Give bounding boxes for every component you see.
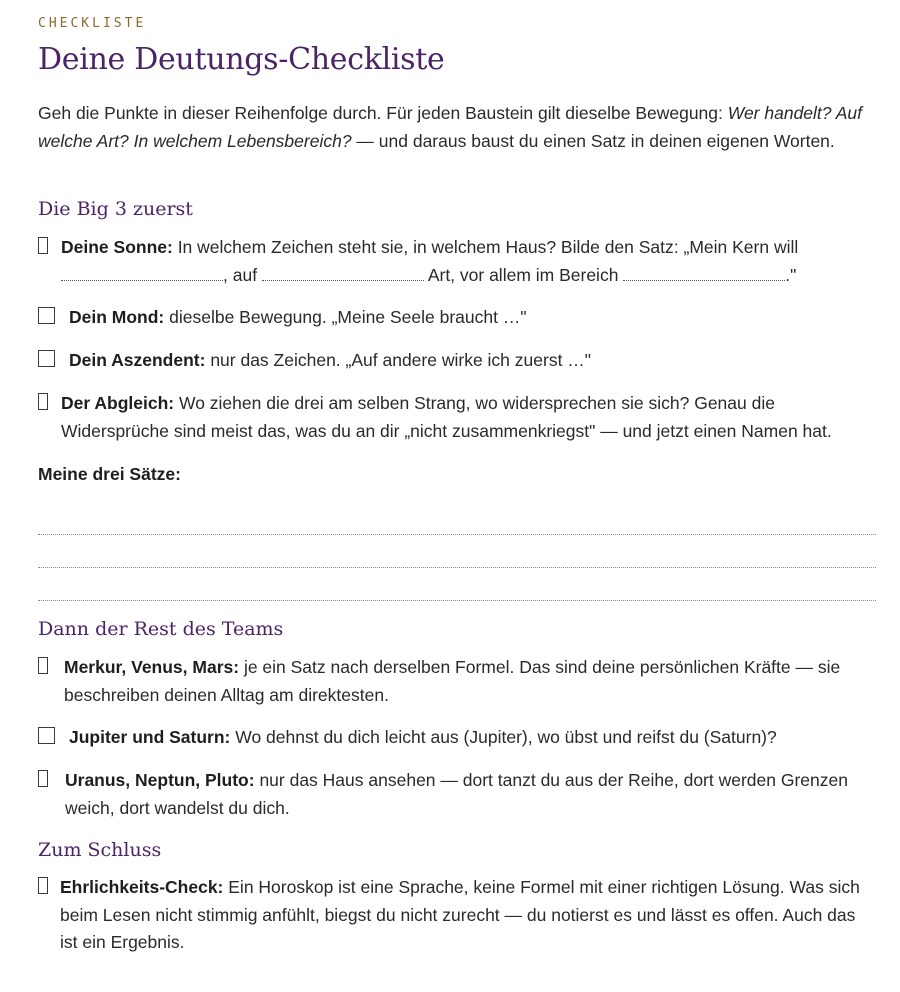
checkbox[interactable] [38, 657, 48, 674]
item-label: Dein Aszendent: [69, 350, 206, 370]
item-text: Ehrlichkeits-Check: Ein Horoskop ist eine Sprache, keine Formel mit einer richtigen Lösung. Was sich beim Lesen nicht stimmig anfühlt, biegst du nicht zurecht — du notierst es und lässt es offen. Auch das ist ein Ergebnis. [60, 877, 860, 952]
item-label: Der Abgleich: [61, 393, 175, 413]
checkbox[interactable] [38, 727, 55, 744]
item-label: Dein Mond: [69, 307, 165, 327]
item-text: Der Abgleich: Wo ziehen die drei am selben Strang, wo widersprechen sie sich? Genau die Widersprüche sind meist das, was du an dir „nicht zusammenkriegst" — und jetzt einen Namen hat. [61, 393, 832, 441]
section-heading-big3: Die Big 3 zuerst [38, 198, 193, 220]
item-text: Dein Aszendent: nur das Zeichen. „Auf andere wirke ich zuerst …" [69, 350, 591, 370]
checkbox[interactable] [38, 350, 55, 367]
fill-blank[interactable] [61, 264, 223, 281]
writing-line[interactable] [38, 567, 876, 568]
checkbox[interactable] [38, 770, 48, 787]
checkbox[interactable] [38, 237, 48, 254]
eyebrow-label: CHECKLISTE [38, 16, 147, 31]
item-label: Merkur, Venus, Mars: [64, 657, 240, 677]
section-heading-end: Zum Schluss [38, 839, 162, 861]
saetze-label: Meine drei Sätze: [38, 464, 181, 484]
intro-tail: — und daraus baust du einen Satz in deinen eigenen Worten. [351, 130, 835, 151]
writing-line[interactable] [38, 600, 876, 601]
fill-blank[interactable] [623, 264, 785, 281]
intro-questions: Wer handelt? Auf welche Art? In welchem Lebensbereich? [38, 103, 862, 151]
checklist-item-jupiter[interactable] [38, 724, 876, 752]
writing-line[interactable] [38, 534, 876, 535]
item-text: Merkur, Venus, Mars: je ein Satz nach derselben Formel. Das sind deine persönlichen Kräfte — sie beschreiben deinen Alltag am direktesten. [64, 657, 841, 705]
item-text: Jupiter und Saturn: Wo dehnst du dich leicht aus (Jupiter), wo übst und reifst du (Saturn)? [69, 727, 777, 747]
checklist-item-abgleich[interactable] [38, 390, 876, 445]
item-text: Dein Mond: dieselbe Bewegung. „Meine Seele braucht …" [69, 307, 527, 327]
item-text: Uranus, Neptun, Pluto: nur das Haus ansehen — dort tanzt du aus der Reihe, dort werden Grenzen weich, dort wandelst du dich. [65, 770, 848, 818]
checklist-item-sonne[interactable] [38, 234, 876, 289]
checkbox[interactable] [38, 877, 48, 894]
item-label: Uranus, Neptun, Pluto: [65, 770, 255, 790]
checklist-item-aeussere[interactable] [38, 767, 876, 822]
item-text: Deine Sonne: In welchem Zeichen steht sie, in welchem Haus? Bilde den Satz: „Mein Kern will , auf Art, vor allem im Bereich ." [61, 237, 799, 285]
intro-lead: Geh die Punkte in dieser Reihenfolge durch. Für jeden Baustein gilt dieselbe Bewegung: [38, 103, 728, 123]
checklist-item-ehrlich[interactable] [38, 874, 876, 957]
intro-paragraph [38, 100, 872, 155]
fill-blank[interactable] [262, 264, 424, 281]
item-label: Jupiter und Saturn: [69, 727, 231, 747]
section-heading-rest: Dann der Rest des Teams [38, 618, 284, 640]
checklist-item-aszendent[interactable] [38, 347, 876, 375]
checkbox[interactable] [38, 307, 55, 324]
item-label: Deine Sonne: [61, 237, 173, 257]
page-title: Deine Deutungs-Checkliste [38, 42, 445, 77]
checklist-item-persoenlich[interactable] [38, 654, 876, 709]
checkbox[interactable] [38, 393, 48, 410]
checklist-item-mond[interactable] [38, 304, 876, 332]
item-label: Ehrlichkeits-Check: [60, 877, 224, 897]
